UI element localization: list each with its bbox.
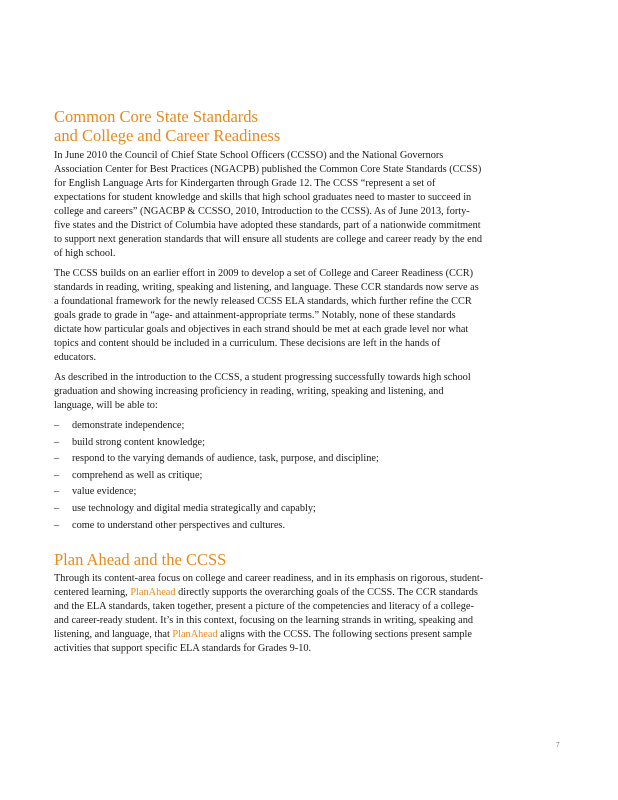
page-number: 7 bbox=[556, 741, 560, 749]
bullet-marker: – bbox=[54, 453, 60, 465]
bullet-marker: – bbox=[54, 486, 60, 498]
list-item-text: comprehend as well as critique; bbox=[72, 469, 203, 481]
list-item bbox=[54, 502, 484, 516]
list-item-text: come to understand other perspectives and cultures. bbox=[72, 519, 286, 531]
page-content bbox=[54, 108, 484, 662]
list-item bbox=[54, 485, 484, 499]
list-item bbox=[54, 419, 484, 433]
bullet-marker: – bbox=[54, 519, 60, 531]
bullet-marker: – bbox=[54, 502, 60, 514]
paragraph-text: aligns with the CCSS. The following sections present sample activities that support specific ELA standards for Grades 9-10. bbox=[54, 629, 472, 655]
brand-name: PlanAhead bbox=[172, 629, 218, 641]
paragraph-ccr: The CCSS builds on an earlier effort in 2009 to develop a set of College and Career Readiness (CCR) standards in reading, writing, speaking and listening, and language. These CCR standards now serve as a foundational framework for the newly released CCSS ELA standards, which further refine the CCR goals grade to grade in “age- and attainment-appropriate terms.” Notably, none of these standards dictate how particular goals and objectives in each strand should be met at each grade level nor what topics and content should be included in a curriculum. These decisions are left in the hands of educators. bbox=[54, 268, 479, 363]
paragraph-described: As described in the introduction to the CCSS, a student progressing successfully towards high school graduation and showing increasing proficiency in reading, writing, speaking and listening, and language, will be able to: bbox=[54, 372, 471, 411]
section-title-line-1: Common Core State Standards bbox=[54, 107, 258, 126]
list-item bbox=[54, 436, 484, 450]
list-item-text: demonstrate independence; bbox=[72, 420, 185, 431]
paragraph-text: Through its content-area focus on college and career readiness, and in its emphasis on rigorous, student-centered learning, bbox=[54, 573, 484, 599]
list-item-text: respond to the varying demands of audience, task, purpose, and discipline; bbox=[72, 453, 379, 465]
list-item bbox=[54, 469, 484, 483]
brand-name: PlanAhead bbox=[130, 587, 176, 599]
paragraph-text: directly supports the overarching goals of the CCSS. The CCR standards and the ELA standards, taken together, present a picture of the competencies and literacy of a college- and career-ready student. It’s in this context, focusing on the learning strands in writing, speaking and listening, and language, that bbox=[54, 587, 478, 641]
list-item-text: build strong content knowledge; bbox=[72, 436, 205, 448]
list-item bbox=[54, 452, 484, 466]
list-item-text: value evidence; bbox=[72, 486, 137, 498]
paragraph-intro: In June 2010 the Council of Chief State School Officers (CCSSO) and the National Governors Association Center for Best Practices (NGACPB) published the Common Core State Standards (CCSS) for English Language Arts for Kindergarten through Grade 12. The CCSS “represent a set of expectations for student knowledge and skills that high school graduates need to master to succeed in college and careers” (NGACBP & CCSSO, 2010, Introduction to the CCSS). As of June 2013, forty-five states and the District of Columbia have adopted these standards, part of a nationwide commitment to support next generation standards that will ensure all students are college and career ready by the end of high school. bbox=[54, 150, 483, 259]
bullet-marker: – bbox=[54, 420, 60, 431]
bullet-marker: – bbox=[54, 436, 60, 448]
readiness-bullet-list bbox=[54, 419, 484, 533]
bullet-marker: – bbox=[54, 469, 60, 481]
list-item bbox=[54, 519, 484, 533]
paragraph-plan-ahead bbox=[54, 572, 484, 656]
list-item-text: use technology and digital media strategically and capably; bbox=[72, 502, 316, 514]
section-title-plan-ahead: Plan Ahead and the CCSS bbox=[54, 549, 227, 569]
section-title-line-2: and College and Career Readiness bbox=[54, 125, 281, 145]
section-title-common-core bbox=[54, 108, 484, 145]
